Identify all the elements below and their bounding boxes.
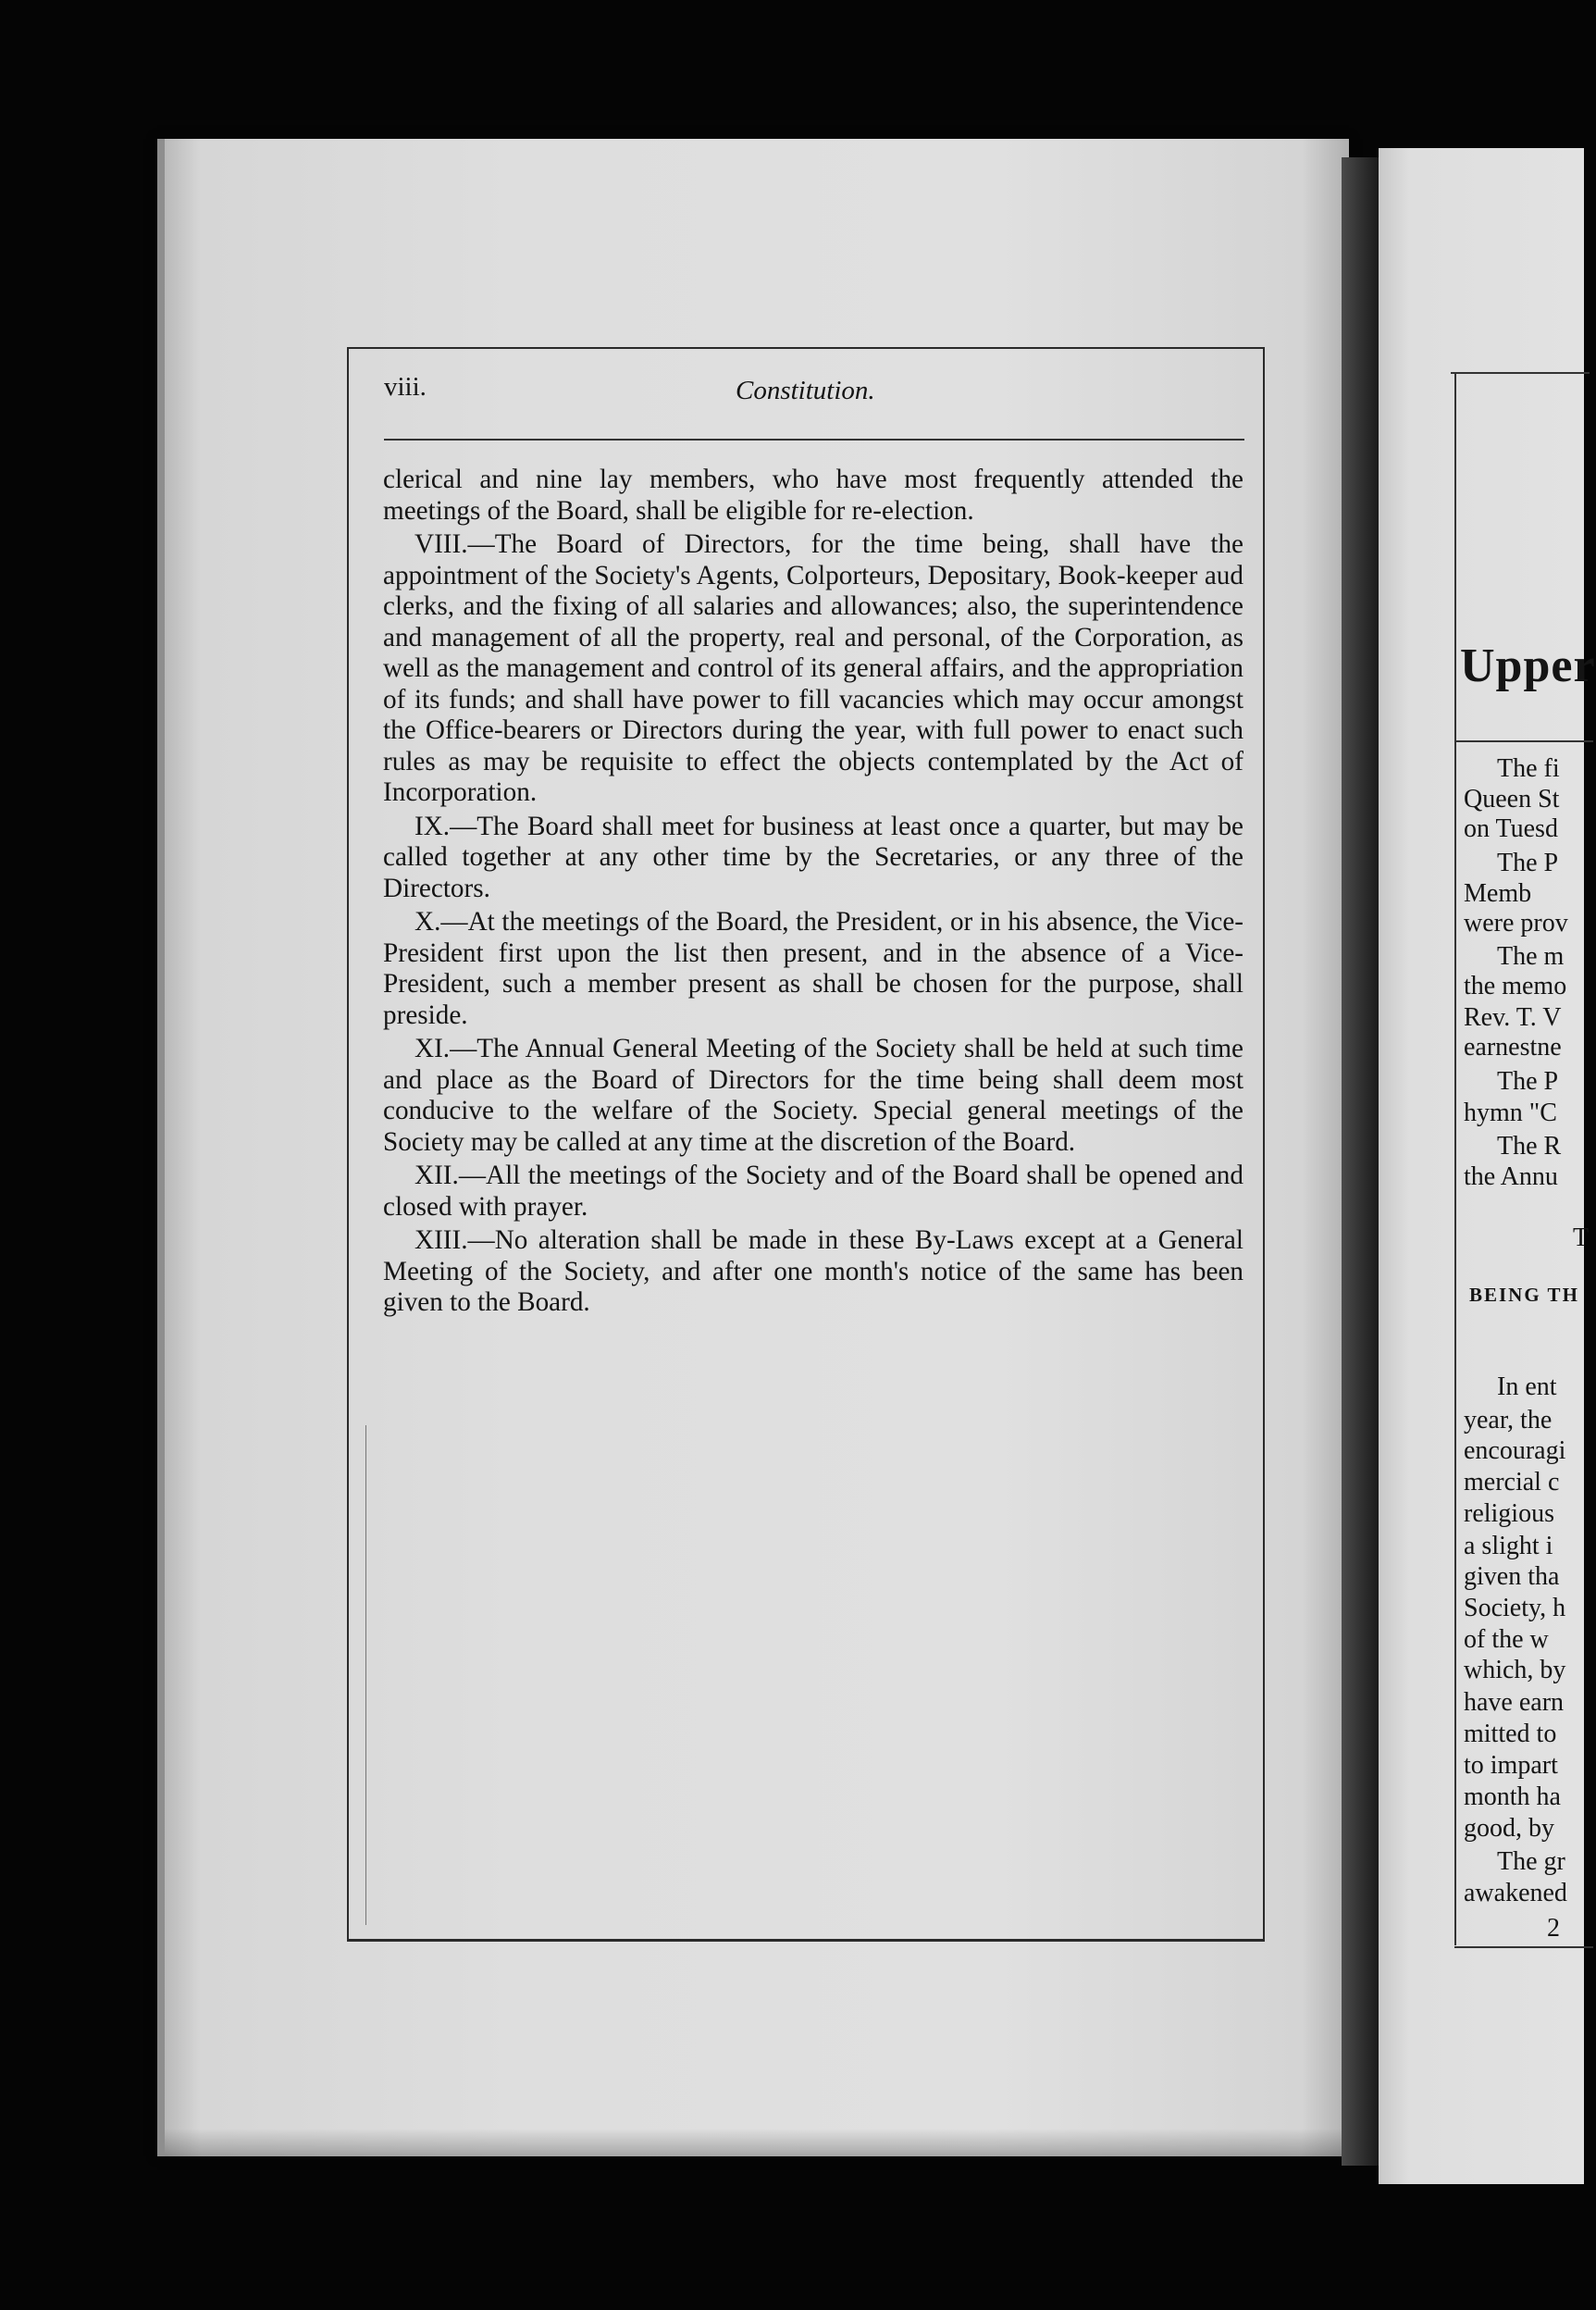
paragraph-xii: XII.—All the meetings of the Society and of the Board shall be opened and closed with prayer. (383, 1161, 1243, 1222)
right-page-heading: Upper (1460, 640, 1596, 692)
page-shadow (165, 2129, 1349, 2156)
right-page-line: hymn "C (1464, 1099, 1557, 1127)
right-page-line: the Annu (1464, 1162, 1558, 1191)
right-page-line: encouragi (1464, 1436, 1566, 1465)
paragraph-xi: XI.—The Annual General Meeting of the Society shall be held at such time and place as the Board of Directors for the time being shall deem most conducive to the welfare of the Society. Special general meetings of the Society may be called at any time at the discretion of the Board. (383, 1034, 1243, 1157)
body-text (383, 465, 1243, 1322)
right-page-line: religious (1464, 1499, 1554, 1528)
right-page-line: a slight i (1464, 1532, 1553, 1560)
right-page-line: mercial c (1464, 1468, 1560, 1497)
right-page-line: of the w (1464, 1625, 1549, 1654)
right-page-line: earnestne (1464, 1033, 1562, 1062)
right-page-line: were prov (1464, 909, 1568, 938)
right-page-line: The P (1497, 849, 1559, 877)
right-page-rule-mid (1454, 740, 1593, 742)
paragraph-xiii: XIII.—No alteration shall be made in these By-Laws except at a General Meeting of the Society, and after one month's notice of the same has been given to the Board. (383, 1225, 1243, 1317)
running-title: Constitution. (736, 376, 875, 405)
right-page-line: Rev. T. V (1464, 1003, 1562, 1032)
right-page-line: The m (1497, 942, 1565, 971)
right-page-line: Memb (1464, 879, 1532, 908)
right-page-line: Society, h (1464, 1594, 1566, 1622)
paragraph-ix: IX.—The Board shall meet for business at least once a quarter, but may be called together at any other time by the Secretaries, or any three of the Directors. (383, 811, 1243, 903)
right-page-line: given tha (1464, 1562, 1560, 1591)
right-page-line: on Tuesd (1464, 814, 1558, 843)
right-page-line: the memo (1464, 972, 1567, 1000)
right-page-line: year, the (1464, 1406, 1553, 1434)
right-page-line: awakened (1464, 1879, 1567, 1907)
right-page-line: which, by (1464, 1656, 1566, 1684)
right-page-line: Queen St (1464, 785, 1560, 813)
right-page-subheading: BEING TH (1469, 1284, 1579, 1306)
running-head (384, 370, 1244, 413)
right-page-line: good, by (1464, 1814, 1554, 1843)
page-number: viii. (384, 372, 427, 402)
right-page-line: The fi (1497, 754, 1560, 783)
book-gutter (1342, 157, 1379, 2166)
right-page-line: The R (1497, 1132, 1562, 1161)
paragraph-viii: VIII.—The Board of Directors, for the time being, shall have the appointment of the Society's Agents, Colporteurs, Depositary, Book-keeper aud clerks, and the fixing of all salaries and allowances; also, the superintendence and management of all the property, real and personal, of the Corporation, as well as the management and control of its general affairs, and the appropriation of its funds; and shall have power to fill vacancies which may occur amongst the Office-bearers or Directors during the year, with full power to enact such rules as may be requisite to effect the objects contemplated by the Act of Incorporation. (383, 529, 1243, 807)
paragraph-continuation: clerical and nine lay members, who have most frequently attended the meetings of the Board, shall be eligible for re-election. (383, 465, 1243, 526)
frame-inner-rule (365, 1425, 366, 1925)
right-page-section-letter: T (1573, 1223, 1590, 1252)
right-page-line: In ent (1497, 1372, 1557, 1401)
right-page-rule-bottom (1454, 1946, 1593, 1948)
right-page-line: month ha (1464, 1782, 1561, 1811)
header-rule (384, 439, 1244, 441)
right-page-line: to impart (1464, 1751, 1558, 1780)
paragraph-x: X.—At the meetings of the Board, the President, or in his absence, the Vice-President first upon the list then present, and in the absence of a Vice-President, such a member present as shall be chosen for the purpose, shall preside. (383, 907, 1243, 1030)
right-page-line: have earn (1464, 1688, 1565, 1717)
right-page-line: The gr (1497, 1847, 1565, 1876)
right-page-line: The P (1497, 1067, 1559, 1096)
right-page-line: mitted to (1464, 1720, 1557, 1748)
right-page-rule-left (1454, 372, 1456, 1945)
right-page-footer-number: 2 (1547, 1914, 1560, 1943)
right-page-rule-top (1451, 372, 1590, 374)
